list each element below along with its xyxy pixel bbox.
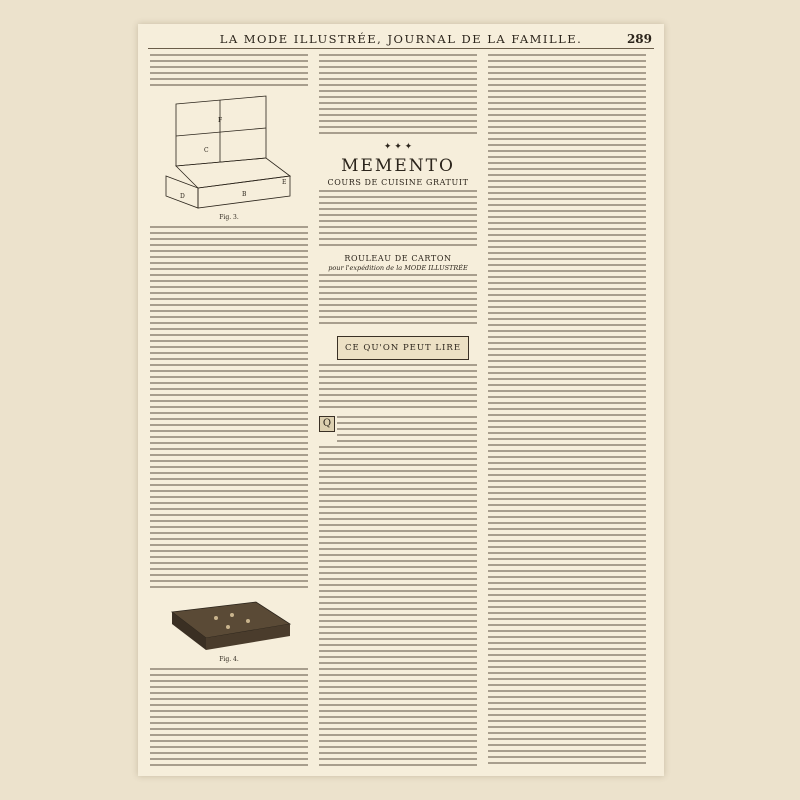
- column-left: [150, 54, 308, 766]
- reading-banner: CE QU'ON PEUT LIRE: [337, 336, 469, 360]
- ornament-icon: ✦ ✦ ✦: [383, 142, 413, 152]
- memento-subheading: COURS DE CUISINE GRATUIT: [327, 178, 469, 187]
- text-block: [319, 54, 477, 138]
- column-right: [488, 54, 646, 766]
- memento-heading: MEMENTO: [341, 156, 455, 176]
- header-rule: [148, 48, 654, 49]
- text-block: [319, 364, 477, 410]
- text-block: [319, 446, 477, 766]
- text-block: [150, 668, 308, 766]
- page-number: 289: [626, 32, 652, 46]
- text-block: [319, 190, 477, 246]
- column-middle: [319, 54, 477, 766]
- svg-text:B: B: [242, 191, 247, 198]
- drop-cap: Q: [319, 416, 335, 432]
- text-block: [319, 274, 477, 326]
- decorated-box-illustration: [158, 594, 298, 654]
- text-block: [150, 54, 308, 88]
- svg-text:D: D: [180, 193, 185, 200]
- box-construction-diagram: [158, 92, 298, 212]
- svg-text:E: E: [282, 179, 287, 186]
- rouleau-subheading: pour l'expédition de la MODE ILLUSTRÉE: [328, 264, 468, 272]
- svg-text:C: C: [204, 147, 209, 154]
- figure-caption: Fig. 3.: [219, 214, 239, 221]
- svg-text:F: F: [218, 117, 223, 124]
- running-header: LA MODE ILLUSTRÉE, JOURNAL DE LA FAMILLE.: [219, 32, 583, 46]
- figure-caption: Fig. 4.: [219, 656, 239, 663]
- text-block: [488, 54, 646, 766]
- newspaper-page: [138, 24, 664, 776]
- text-block: [150, 226, 308, 590]
- text-block: [337, 416, 477, 442]
- rouleau-heading: ROULEAU DE CARTON: [344, 254, 452, 263]
